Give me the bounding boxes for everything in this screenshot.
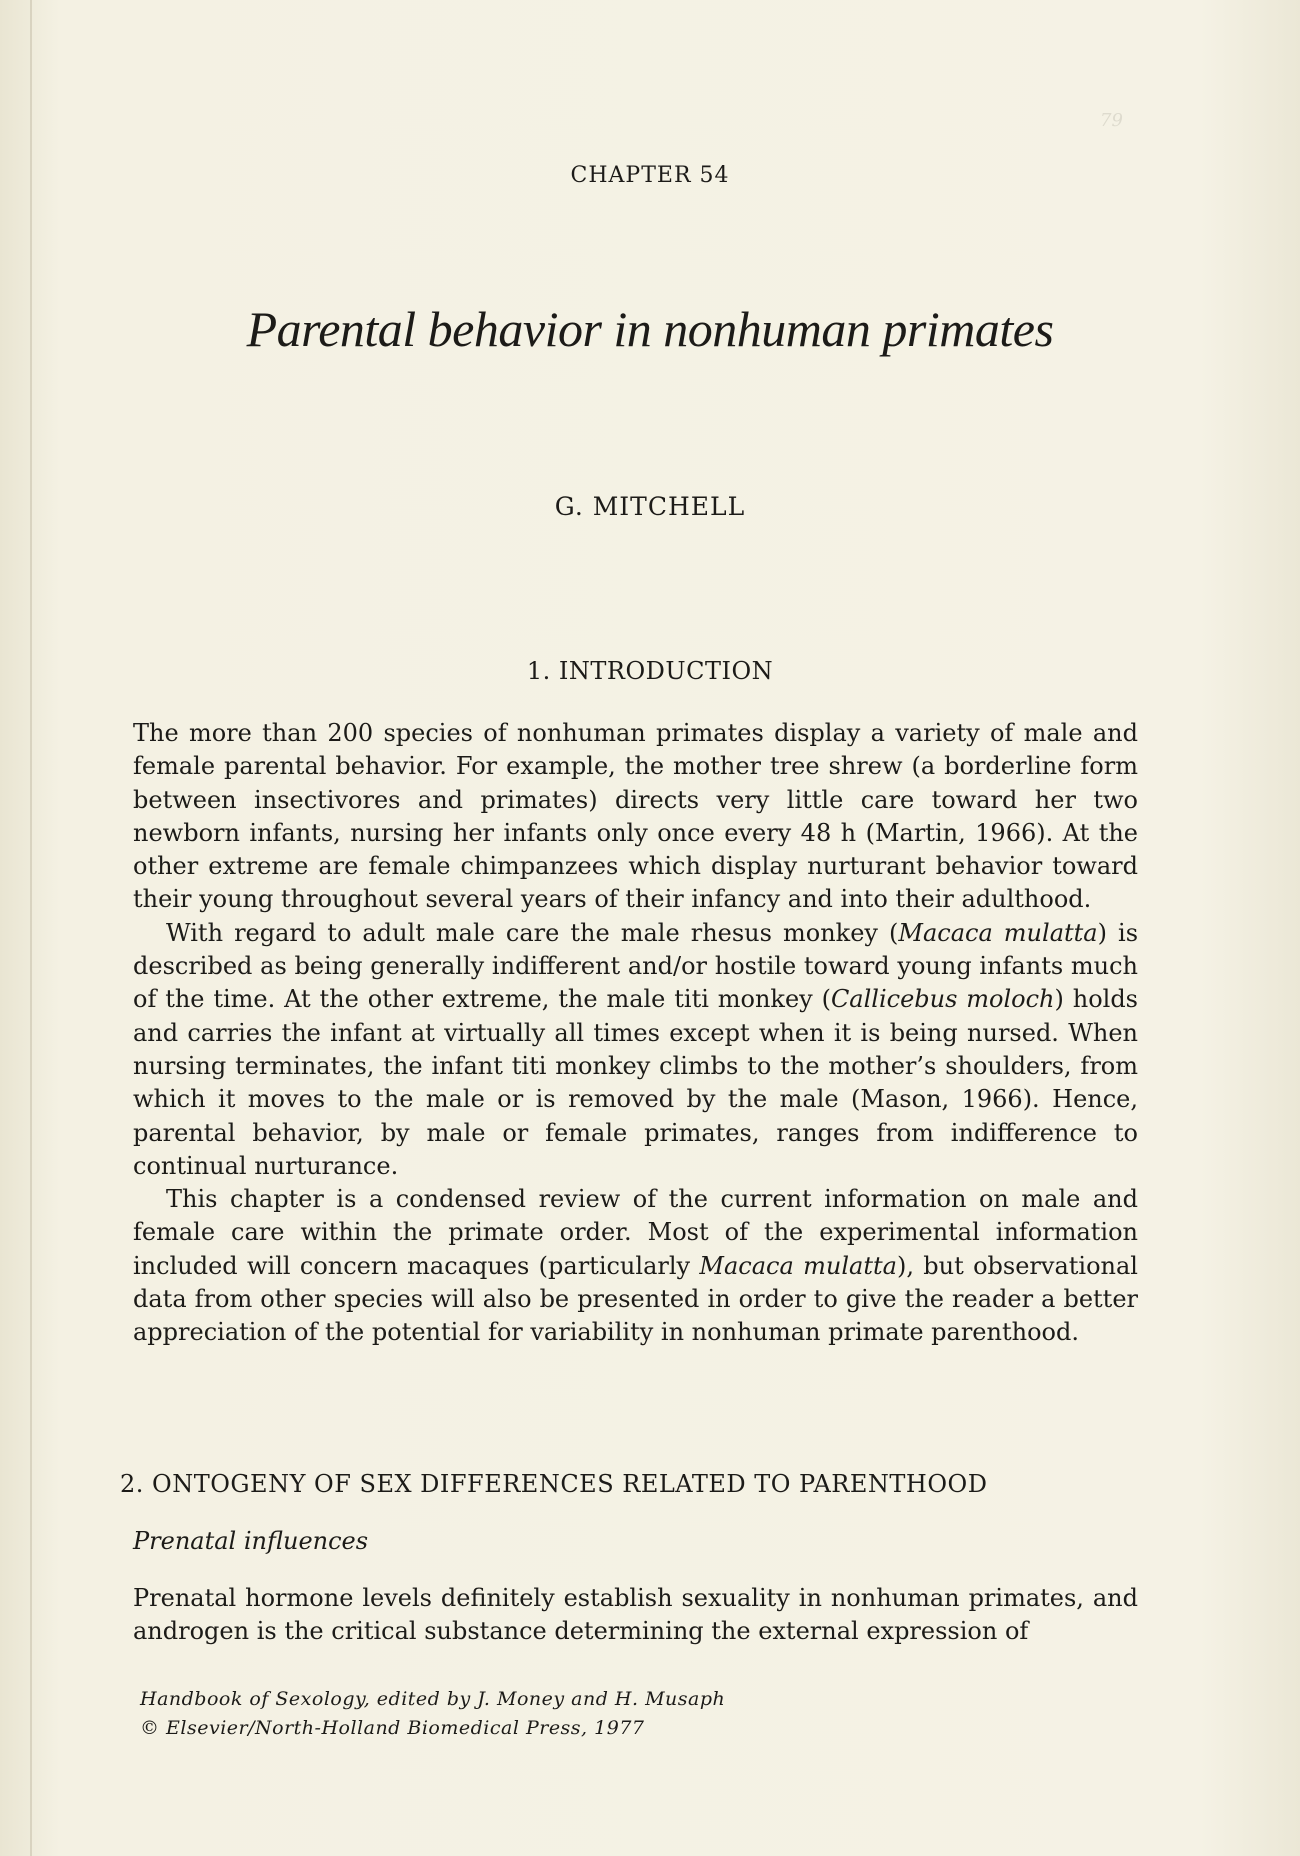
paragraph: The more than 200 species of nonhuman primates display a variety of male and female parental behavior. For example, the mother tree shrew (a borderline form between insectivores and primates) directs very little care toward her two newborn infants, nursing her infants only once every 48 h (Martin, 1966). At the other extreme are female chimpanzees which display nurturant behavior toward their young throughout several years of their infancy and into their adulthood. <box>133 719 1138 914</box>
introduction-body <box>133 717 1138 1350</box>
chapter-title: Parental behavior in nonhuman primates <box>246 301 1054 357</box>
section-heading-introduction: 1. INTRODUCTION <box>526 657 774 685</box>
author-name: G. MITCHELL <box>554 492 746 521</box>
publication-footer <box>140 1685 725 1743</box>
binding-edge <box>30 0 32 1856</box>
species-name: Callicebus moloch <box>830 985 1055 1014</box>
paragraph: With regard to adult male care the male rhesus monkey (Macaca mulatta) is described as being generally indifferent and/or hostile toward young infants much of the time. At the other extreme, the male titi monkey (Callicebus moloch) holds and carries the infant at virtually all times except when it is being nursed. When nursing terminates, the infant titi monkey climbs to the mother’s shoulders, from which it moves to the male or is removed by the male (Mason, 1966). Hence, parental behavior, by male or female primates, ranges from indifference to continual nurturance. <box>133 918 1139 1180</box>
chapter-label: CHAPTER 54 <box>570 163 730 188</box>
paragraph: Prenatal hormone levels definitely establish sexuality in nonhuman primates, and androgen is the critical substance determining the external expression of <box>133 1584 1138 1646</box>
bleed-through-page-number: 79 <box>1100 110 1123 131</box>
section-heading-ontogeny: 2. ONTOGENY OF SEX DIFFERENCES RELATED TO PARENTHOOD <box>120 1470 988 1498</box>
paragraph: This chapter is a condensed review of the current information on male and female care within the primate order. Most of the experimental information included will concern macaques (particularly Macaca mulatta), but observational data from other species will also be presented in order to give the reader a better appreciation of the potential for variability in nonhuman primate parenthood. <box>133 1185 1138 1347</box>
subsection-heading-prenatal: Prenatal influences <box>133 1527 369 1555</box>
footer-line-handbook: Handbook of Sexology, edited by J. Money and H. Musaph <box>140 1688 726 1710</box>
prenatal-body <box>133 1582 1138 1649</box>
species-name: Macaca mulatta <box>699 1251 897 1280</box>
species-name: Macaca mulatta <box>898 918 1098 947</box>
footer-line-copyright: © Elsevier/North-Holland Biomedical Press, 1977 <box>140 1717 645 1739</box>
